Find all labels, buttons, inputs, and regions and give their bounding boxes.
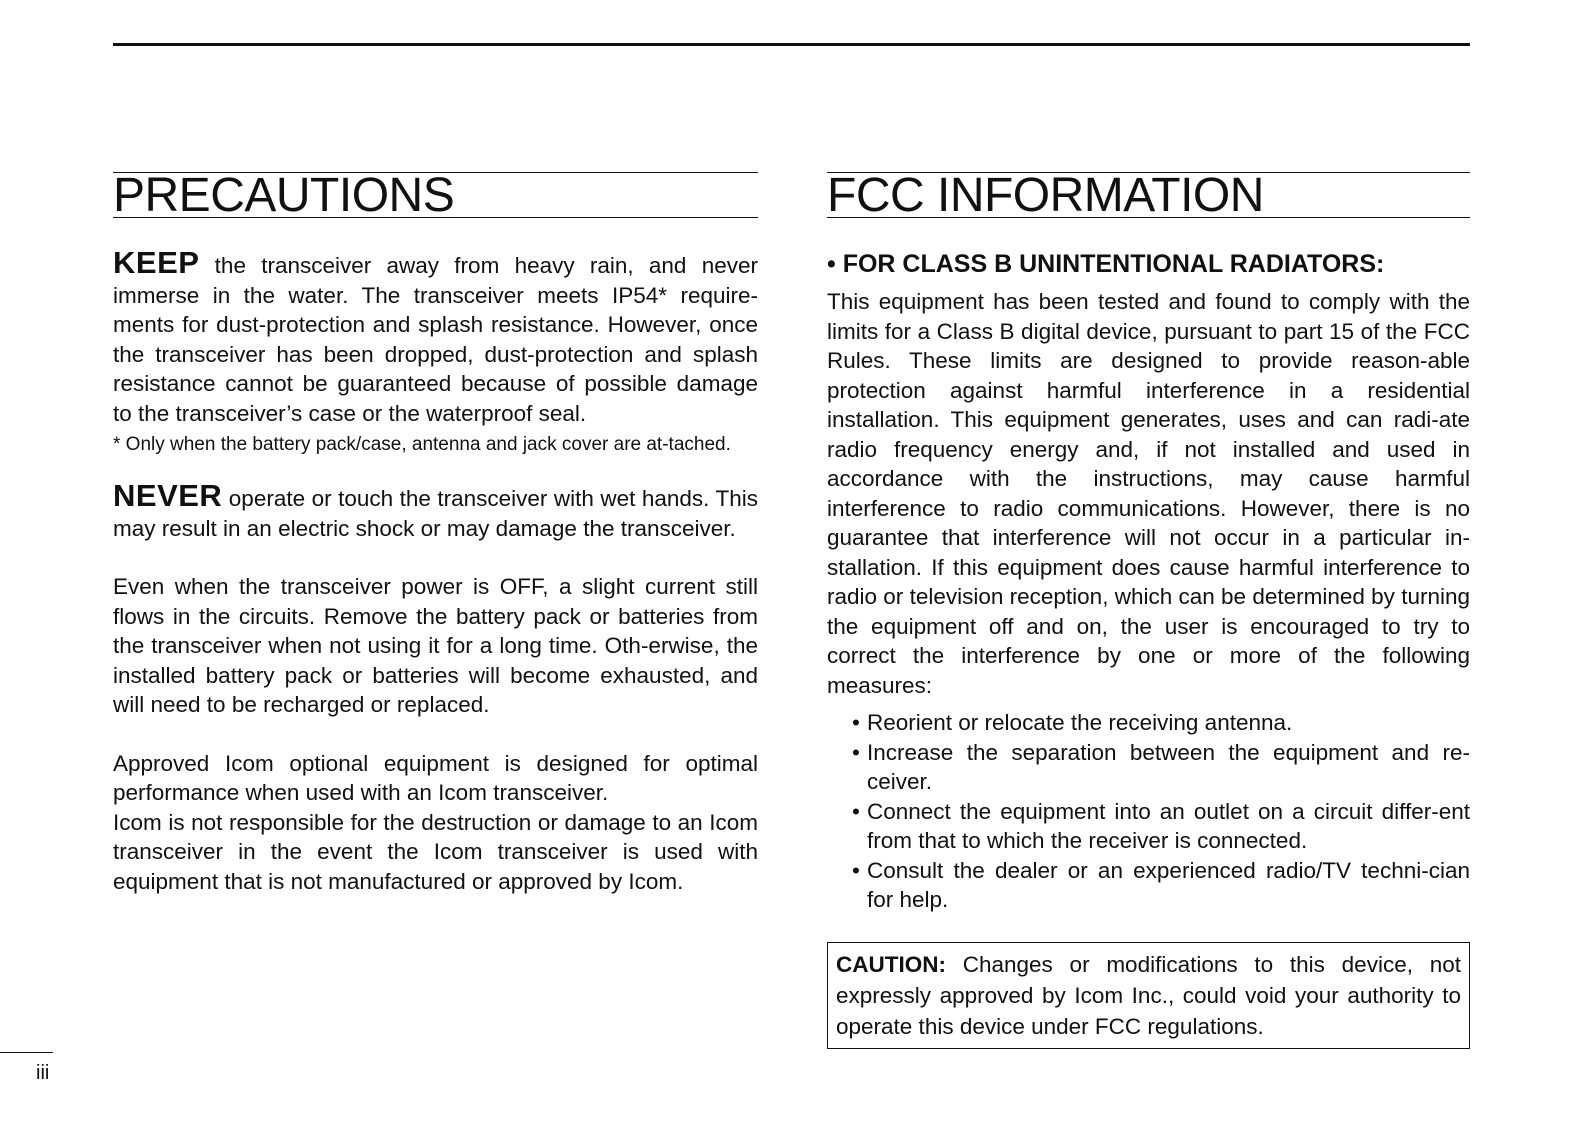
responsibility-paragraph: Icom is not responsible for the destruction or damage to an Icom transceiver in the event the Icom transceiver is used with equipment that is not manufactured or approved by Icom. bbox=[113, 809, 758, 894]
bullet-dot: • bbox=[852, 710, 860, 735]
keep-lead: KEEP bbox=[113, 245, 200, 280]
footer-rule bbox=[0, 1052, 53, 1053]
bullet-dot: • bbox=[852, 739, 860, 765]
caution-text: Changes or modifications to this device, not expressly approved by Icom Inc., could void your authority to operate this device under FCC regulations. bbox=[836, 951, 1461, 1039]
list-item: • Increase the separation between the equipment and re-ceiver. bbox=[852, 739, 1470, 794]
fcc-title: FCC INFORMATION bbox=[827, 172, 1470, 218]
class-b-subheading: • FOR CLASS B UNINTENTIONAL RADIATORS: bbox=[827, 250, 1385, 278]
caution-box bbox=[827, 942, 1470, 1049]
page-number: iii bbox=[36, 1062, 50, 1084]
never-paragraph bbox=[113, 478, 758, 543]
caution-label: CAUTION: bbox=[836, 951, 946, 977]
precautions-title: PRECAUTIONS bbox=[113, 172, 758, 218]
list-item: • Consult the dealer or an experienced radio/TV techni-cian for help. bbox=[852, 857, 1470, 912]
keep-text: the transceiver away from heavy rain, and never immerse in the water. The transceiver meets IP54* require-ments for dust-protection and splash resistance. However, once the transceiver has been dropped, dust-protection and splash resistance cannot be guaranteed because of possible damage to the transceiver’s case or the waterproof seal. bbox=[113, 253, 758, 426]
ip54-footnote: * Only when the battery pack/case, antenna and jack cover are at-tached. bbox=[113, 434, 731, 455]
power-off-paragraph: Even when the transceiver power is OFF, a slight current still flows in the circuits. Remove the battery pack or batteries from the transceiver when not using it for a long time. Oth-erwise, the installed battery pack or batteries will become exhausted, and will need to be recharged or replaced. bbox=[113, 574, 758, 717]
approved-equipment-paragraph: Approved Icom optional equipment is designed for optimal performance when used with an Icom transceiver. bbox=[113, 750, 758, 805]
never-lead: NEVER bbox=[113, 478, 223, 513]
fcc-body-paragraph: This equipment has been tested and found to comply with the limits for a Class B digital device, pursuant to part 15 of the FCC Rules. These limits are designed to provide reason-able protection against harmful interference in a residential installation. This equipment generates, uses and can radi-ate radio frequency energy and, if not installed and used in accordance with the instructions, may cause harmful interference to radio communications. However, there is no guarantee that interference will not occur in a particular in-stallation. If this equipment does cause harmful interference to radio or television reception, which can be determined by turning the equipment off and on, the user is encouraged to try to correct the interference by one or more of the following measures: bbox=[827, 289, 1470, 698]
fcc-section bbox=[827, 169, 1470, 1049]
never-text: operate or touch the transceiver with wet hands. This may result in an electric shock or may damage the transceiver. bbox=[113, 486, 758, 541]
precautions-section bbox=[113, 169, 758, 896]
bullet-dot: • bbox=[852, 798, 860, 824]
list-item: • Connect the equipment into an outlet on a circuit differ-ent from that to which the receiver is connected. bbox=[852, 798, 1470, 853]
list-item: • Reorient or relocate the receiving antenna. bbox=[852, 708, 1470, 738]
header-rule bbox=[113, 43, 1470, 46]
measures-list bbox=[827, 708, 1470, 915]
bullet-dot: • bbox=[852, 857, 860, 883]
keep-paragraph bbox=[113, 245, 758, 428]
